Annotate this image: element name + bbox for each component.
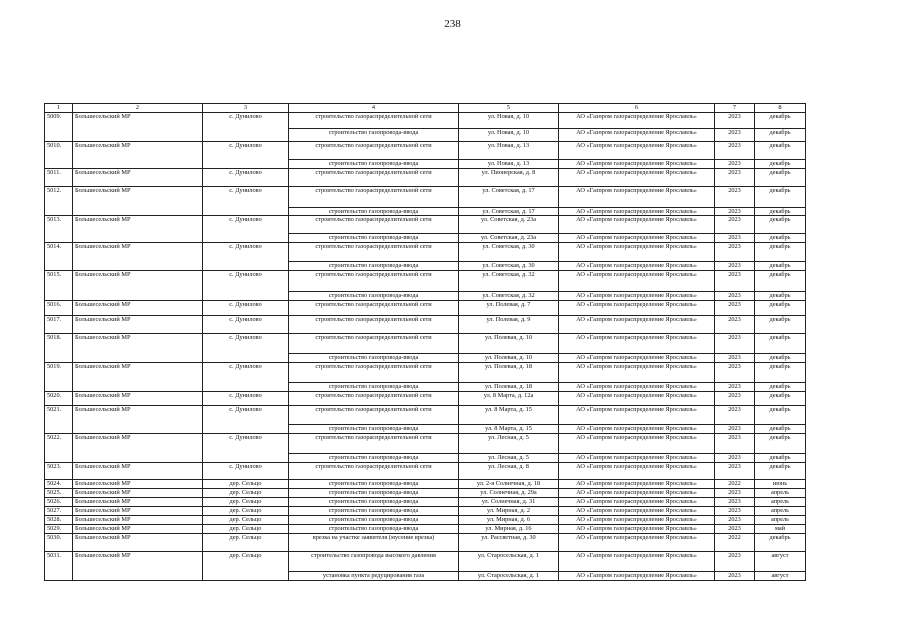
district-cell: Большесельский МР (73, 498, 203, 507)
address-cell: ул. Советская, д. 23а (459, 216, 559, 234)
row-number: 5026. (45, 498, 73, 507)
data-table (44, 103, 806, 581)
table-row (45, 406, 806, 425)
address-cell: ул. Советская, д. 30 (459, 243, 559, 262)
month-cell: апрель (755, 498, 806, 507)
month-cell: декабрь (755, 216, 806, 234)
address-cell: ул. Старосельская, д. 1 (459, 552, 559, 572)
address-cell: ул. Полевая, д. 18 (459, 383, 559, 392)
address-cell: ул. Старосельская, д. 1 (459, 572, 559, 581)
work-cell: строительство газораспределительной сети (289, 243, 459, 262)
work-cell: строительство газопровода-ввода (289, 208, 459, 216)
organization-cell: АО «Газпром газораспределение Ярославль» (559, 463, 715, 480)
address-cell: ул. Мирная, д. 16 (459, 525, 559, 534)
year-cell: 2023 (715, 187, 755, 208)
address-cell: ул. Новая, д. 13 (459, 142, 559, 160)
year-cell: 2023 (715, 516, 755, 525)
month-cell: декабрь (755, 406, 806, 425)
month-cell: декабрь (755, 434, 806, 454)
district-cell: Большесельский МР (73, 334, 203, 363)
year-cell: 2023 (715, 572, 755, 581)
organization-cell: АО «Газпром газораспределение Ярославль» (559, 142, 715, 160)
row-number: 5029. (45, 525, 73, 534)
month-cell: декабрь (755, 208, 806, 216)
district-cell: Большесельский МР (73, 142, 203, 169)
work-cell: установка пункта редуцирования газа (289, 572, 459, 581)
row-number: 5027. (45, 507, 73, 516)
year-cell: 2023 (715, 142, 755, 160)
work-cell: строительство газораспределительной сети (289, 316, 459, 334)
table-row (45, 243, 806, 262)
work-cell: строительство газораспределительной сети (289, 169, 459, 187)
header-row (45, 104, 806, 113)
month-cell: июнь (755, 480, 806, 489)
address-cell: ул. Новая, д. 13 (459, 160, 559, 169)
address-cell: ул. Полевая, д. 7 (459, 301, 559, 316)
year-cell: 2023 (715, 292, 755, 301)
row-number: 5011. (45, 169, 73, 187)
work-cell: строительство газопровода-ввода (289, 425, 459, 434)
settlement-cell: с. Дунилово (203, 301, 289, 316)
district-cell: Большесельский МР (73, 516, 203, 525)
district-cell: Большесельский МР (73, 463, 203, 480)
row-number: 5025. (45, 489, 73, 498)
table-row (45, 187, 806, 208)
organization-cell: АО «Газпром газораспределение Ярославль» (559, 316, 715, 334)
organization-cell: АО «Газпром газораспределение Ярославль» (559, 507, 715, 516)
organization-cell: АО «Газпром газораспределение Ярославль» (559, 516, 715, 525)
address-cell: ул. Полевая, д. 10 (459, 334, 559, 354)
row-number: 5017. (45, 316, 73, 334)
organization-cell: АО «Газпром газораспределение Ярославль» (559, 454, 715, 463)
col-header: 6 (559, 104, 715, 113)
work-cell: строительство газопровода-ввода (289, 507, 459, 516)
settlement-cell: дер. Сельцо (203, 525, 289, 534)
settlement-cell: дер. Сельцо (203, 534, 289, 552)
district-cell: Большесельский МР (73, 301, 203, 316)
work-cell: строительство газораспределительной сети (289, 271, 459, 292)
address-cell: ул. Полевая, д. 10 (459, 354, 559, 363)
month-cell: декабрь (755, 363, 806, 383)
organization-cell: АО «Газпром газораспределение Ярославль» (559, 498, 715, 507)
row-number: 5023. (45, 463, 73, 480)
table-row (45, 525, 806, 534)
district-cell: Большесельский МР (73, 271, 203, 301)
district-cell: Большесельский МР (73, 113, 203, 142)
district-cell: Большесельский МР (73, 392, 203, 406)
month-cell: декабрь (755, 160, 806, 169)
work-cell: строительство газопровода высокого давления (289, 552, 459, 572)
work-cell: строительство газораспределительной сети (289, 113, 459, 129)
year-cell: 2023 (715, 334, 755, 354)
table-row (45, 169, 806, 187)
row-number: 5016. (45, 301, 73, 316)
table-row (45, 463, 806, 480)
work-cell: строительство газопровода-ввода (289, 262, 459, 271)
row-number: 5012. (45, 187, 73, 216)
district-cell: Большесельский МР (73, 489, 203, 498)
organization-cell: АО «Газпром газораспределение Ярославль» (559, 552, 715, 572)
table-row (45, 142, 806, 160)
month-cell: декабрь (755, 383, 806, 392)
month-cell: май (755, 525, 806, 534)
work-cell: строительство газопровода-ввода (289, 383, 459, 392)
organization-cell: АО «Газпром газораспределение Ярославль» (559, 480, 715, 489)
table-row (45, 271, 806, 292)
work-cell: строительство газопровода-ввода (289, 480, 459, 489)
work-cell: строительство газопровода-ввода (289, 498, 459, 507)
table-row (45, 498, 806, 507)
month-cell: декабрь (755, 534, 806, 552)
year-cell: 2023 (715, 363, 755, 383)
year-cell: 2023 (715, 454, 755, 463)
work-cell: строительство газопровода-ввода (289, 454, 459, 463)
row-number: 5018. (45, 334, 73, 363)
year-cell: 2023 (715, 434, 755, 454)
row-number: 5013. (45, 216, 73, 243)
month-cell: декабрь (755, 392, 806, 406)
table-row (45, 516, 806, 525)
organization-cell: АО «Газпром газораспределение Ярославль» (559, 262, 715, 271)
month-cell: декабрь (755, 169, 806, 187)
settlement-cell: с. Дунилово (203, 463, 289, 480)
work-cell: строительство газопровода-ввода (289, 516, 459, 525)
settlement-cell: с. Дунилово (203, 363, 289, 392)
organization-cell: АО «Газпром газораспределение Ярославль» (559, 354, 715, 363)
year-cell: 2023 (715, 113, 755, 129)
organization-cell: АО «Газпром газораспределение Ярославль» (559, 425, 715, 434)
month-cell: декабрь (755, 187, 806, 208)
month-cell: декабрь (755, 463, 806, 480)
row-number: 5022. (45, 434, 73, 463)
organization-cell: АО «Газпром газораспределение Ярославль» (559, 406, 715, 425)
work-cell: строительство газораспределительной сети (289, 142, 459, 160)
organization-cell: АО «Газпром газораспределение Ярославль» (559, 292, 715, 301)
address-cell: ул. Советская, д. 30 (459, 262, 559, 271)
work-cell: строительство газопровода-ввода (289, 129, 459, 142)
month-cell: апрель (755, 489, 806, 498)
work-cell: строительство газопровода-ввода (289, 292, 459, 301)
year-cell: 2023 (715, 383, 755, 392)
table-row (45, 301, 806, 316)
work-cell: строительство газораспределительной сети (289, 334, 459, 354)
organization-cell: АО «Газпром газораспределение Ярославль» (559, 525, 715, 534)
month-cell: декабрь (755, 262, 806, 271)
table-row (45, 316, 806, 334)
work-cell: строительство газораспределительной сети (289, 434, 459, 454)
district-cell: Большесельский МР (73, 406, 203, 434)
settlement-cell: с. Дунилово (203, 187, 289, 216)
row-number: 5020. (45, 392, 73, 406)
address-cell: ул. Лесная, д. 5 (459, 454, 559, 463)
settlement-cell: с. Дунилово (203, 113, 289, 142)
work-cell: строительство газораспределительной сети (289, 363, 459, 383)
district-cell: Большесельский МР (73, 216, 203, 243)
row-number: 5010. (45, 142, 73, 169)
work-cell: строительство газораспределительной сети (289, 463, 459, 480)
address-cell: ул. Мирная, д. 2 (459, 507, 559, 516)
year-cell: 2023 (715, 354, 755, 363)
work-cell: строительство газопровода-ввода (289, 234, 459, 243)
table-row (45, 216, 806, 234)
work-cell: строительство газораспределительной сети (289, 216, 459, 234)
settlement-cell: дер. Сельцо (203, 552, 289, 581)
address-cell: ул. Советская, д. 32 (459, 271, 559, 292)
col-header: 5 (459, 104, 559, 113)
address-cell: ул. Мирная, д. 6 (459, 516, 559, 525)
row-number: 5019. (45, 363, 73, 392)
settlement-cell: с. Дунилово (203, 434, 289, 463)
year-cell: 2023 (715, 234, 755, 243)
table-row (45, 534, 806, 552)
row-number: 5031. (45, 552, 73, 581)
month-cell: декабрь (755, 129, 806, 142)
settlement-cell: дер. Сельцо (203, 498, 289, 507)
address-cell: ул. Лесная, д. 8 (459, 463, 559, 480)
year-cell: 2023 (715, 498, 755, 507)
work-cell: строительство газопровода-ввода (289, 354, 459, 363)
month-cell: декабрь (755, 243, 806, 262)
address-cell: ул. 8 Марта, д. 15 (459, 425, 559, 434)
month-cell: декабрь (755, 425, 806, 434)
month-cell: апрель (755, 507, 806, 516)
address-cell: ул. Полевая, д. 9 (459, 316, 559, 334)
settlement-cell: с. Дунилово (203, 406, 289, 434)
address-cell: ул. 8 Марта, д. 12а (459, 392, 559, 406)
year-cell: 2023 (715, 406, 755, 425)
year-cell: 2023 (715, 463, 755, 480)
organization-cell: АО «Газпром газораспределение Ярославль» (559, 534, 715, 552)
month-cell: декабрь (755, 334, 806, 354)
settlement-cell: с. Дунилово (203, 392, 289, 406)
district-cell: Большесельский МР (73, 316, 203, 334)
year-cell: 2023 (715, 129, 755, 142)
work-cell: строительство газораспределительной сети (289, 406, 459, 425)
year-cell: 2023 (715, 243, 755, 262)
work-cell: врезка на участке заявителя (мусение врезка) (289, 534, 459, 552)
table-row (45, 489, 806, 498)
organization-cell: АО «Газпром газораспределение Ярославль» (559, 216, 715, 234)
month-cell: декабрь (755, 454, 806, 463)
month-cell: декабрь (755, 234, 806, 243)
work-cell: строительство газораспределительной сети (289, 301, 459, 316)
year-cell: 2023 (715, 301, 755, 316)
settlement-cell: с. Дунилово (203, 216, 289, 243)
settlement-cell: с. Дунилово (203, 243, 289, 271)
table-row (45, 334, 806, 354)
address-cell: ул. Новая, д. 10 (459, 113, 559, 129)
month-cell: декабрь (755, 142, 806, 160)
row-number: 5015. (45, 271, 73, 301)
year-cell: 2023 (715, 525, 755, 534)
year-cell: 2022 (715, 480, 755, 489)
row-number: 5009. (45, 113, 73, 142)
organization-cell: АО «Газпром газораспределение Ярославль» (559, 208, 715, 216)
address-cell: ул. Советская, д. 17 (459, 187, 559, 208)
address-cell: ул. Новая, д. 10 (459, 129, 559, 142)
row-number: 5028. (45, 516, 73, 525)
col-header: 2 (73, 104, 203, 113)
settlement-cell: с. Дунилово (203, 142, 289, 169)
table-row (45, 113, 806, 129)
district-cell: Большесельский МР (73, 552, 203, 581)
year-cell: 2023 (715, 160, 755, 169)
organization-cell: АО «Газпром газораспределение Ярославль» (559, 129, 715, 142)
address-cell: ул. Полевая, д. 18 (459, 363, 559, 383)
organization-cell: АО «Газпром газораспределение Ярославль» (559, 234, 715, 243)
year-cell: 2023 (715, 425, 755, 434)
year-cell: 2023 (715, 262, 755, 271)
work-cell: строительство газопровода-ввода (289, 489, 459, 498)
work-cell: строительство газопровода-ввода (289, 525, 459, 534)
district-cell: Большесельский МР (73, 169, 203, 187)
year-cell: 2022 (715, 534, 755, 552)
organization-cell: АО «Газпром газораспределение Ярославль» (559, 363, 715, 383)
year-cell: 2023 (715, 316, 755, 334)
settlement-cell: с. Дунилово (203, 334, 289, 363)
address-cell: ул. 8 Марта, д. 15 (459, 406, 559, 425)
district-cell: Большесельский МР (73, 243, 203, 271)
settlement-cell: дер. Сельцо (203, 489, 289, 498)
year-cell: 2023 (715, 489, 755, 498)
year-cell: 2023 (715, 507, 755, 516)
settlement-cell: дер. Сельцо (203, 480, 289, 489)
month-cell: апрель (755, 516, 806, 525)
district-cell: Большесельский МР (73, 363, 203, 392)
col-header: 1 (45, 104, 73, 113)
organization-cell: АО «Газпром газораспределение Ярославль» (559, 243, 715, 262)
year-cell: 2023 (715, 392, 755, 406)
work-cell: строительство газораспределительной сети (289, 392, 459, 406)
col-header: 7 (715, 104, 755, 113)
address-cell: ул. 2-я Солнечная, д. 18 (459, 480, 559, 489)
col-header: 3 (203, 104, 289, 113)
organization-cell: АО «Газпром газораспределение Ярославль» (559, 334, 715, 354)
work-cell: строительство газопровода-ввода (289, 160, 459, 169)
month-cell: август (755, 552, 806, 572)
row-number: 5021. (45, 406, 73, 434)
organization-cell: АО «Газпром газораспределение Ярославль» (559, 392, 715, 406)
table-row (45, 480, 806, 489)
month-cell: декабрь (755, 316, 806, 334)
col-header: 4 (289, 104, 459, 113)
month-cell: декабрь (755, 271, 806, 292)
organization-cell: АО «Газпром газораспределение Ярославль» (559, 271, 715, 292)
work-cell: строительство газораспределительной сети (289, 187, 459, 208)
month-cell: декабрь (755, 292, 806, 301)
district-cell: Большесельский МР (73, 480, 203, 489)
settlement-cell: дер. Сельцо (203, 507, 289, 516)
month-cell: декабрь (755, 113, 806, 129)
organization-cell: АО «Газпром газораспределение Ярославль» (559, 169, 715, 187)
district-cell: Большесельский МР (73, 507, 203, 516)
settlement-cell: с. Дунилово (203, 271, 289, 301)
year-cell: 2023 (715, 169, 755, 187)
row-number: 5014. (45, 243, 73, 271)
row-number: 5030. (45, 534, 73, 552)
settlement-cell: с. Дунилово (203, 316, 289, 334)
address-cell: ул. Солнечная, д. 31 (459, 498, 559, 507)
year-cell: 2023 (715, 552, 755, 572)
table-row (45, 363, 806, 383)
district-cell: Большесельский МР (73, 187, 203, 216)
address-cell: ул. Советская, д. 17 (459, 208, 559, 216)
organization-cell: АО «Газпром газораспределение Ярославль» (559, 383, 715, 392)
month-cell: август (755, 572, 806, 581)
col-header: 8 (755, 104, 806, 113)
settlement-cell: дер. Сельцо (203, 516, 289, 525)
address-cell: ул. Пионерская, д. 8 (459, 169, 559, 187)
address-cell: ул. Лесная, д. 5 (459, 434, 559, 454)
organization-cell: АО «Газпром газораспределение Ярославль» (559, 572, 715, 581)
table-body (45, 113, 806, 581)
table-row (45, 552, 806, 572)
table-row (45, 434, 806, 454)
year-cell: 2023 (715, 216, 755, 234)
address-cell: ул. Советская, д. 23а (459, 234, 559, 243)
address-cell: ул. Рассветная, д. 30 (459, 534, 559, 552)
row-number: 5024. (45, 480, 73, 489)
month-cell: декабрь (755, 301, 806, 316)
address-cell: ул. Солнечная, д. 29а (459, 489, 559, 498)
year-cell: 2023 (715, 208, 755, 216)
settlement-cell: с. Дунилово (203, 169, 289, 187)
year-cell: 2023 (715, 271, 755, 292)
month-cell: декабрь (755, 354, 806, 363)
table-row (45, 507, 806, 516)
organization-cell: АО «Газпром газораспределение Ярославль» (559, 301, 715, 316)
organization-cell: АО «Газпром газораспределение Ярославль» (559, 434, 715, 454)
district-cell: Большесельский МР (73, 525, 203, 534)
district-cell: Большесельский МР (73, 434, 203, 463)
table-row (45, 392, 806, 406)
organization-cell: АО «Газпром газораспределение Ярославль» (559, 489, 715, 498)
address-cell: ул. Советская, д. 32 (459, 292, 559, 301)
district-cell: Большесельский МР (73, 534, 203, 552)
organization-cell: АО «Газпром газораспределение Ярославль» (559, 187, 715, 208)
organization-cell: АО «Газпром газораспределение Ярославль» (559, 160, 715, 169)
page-number: 238 (444, 18, 461, 30)
organization-cell: АО «Газпром газораспределение Ярославль» (559, 113, 715, 129)
